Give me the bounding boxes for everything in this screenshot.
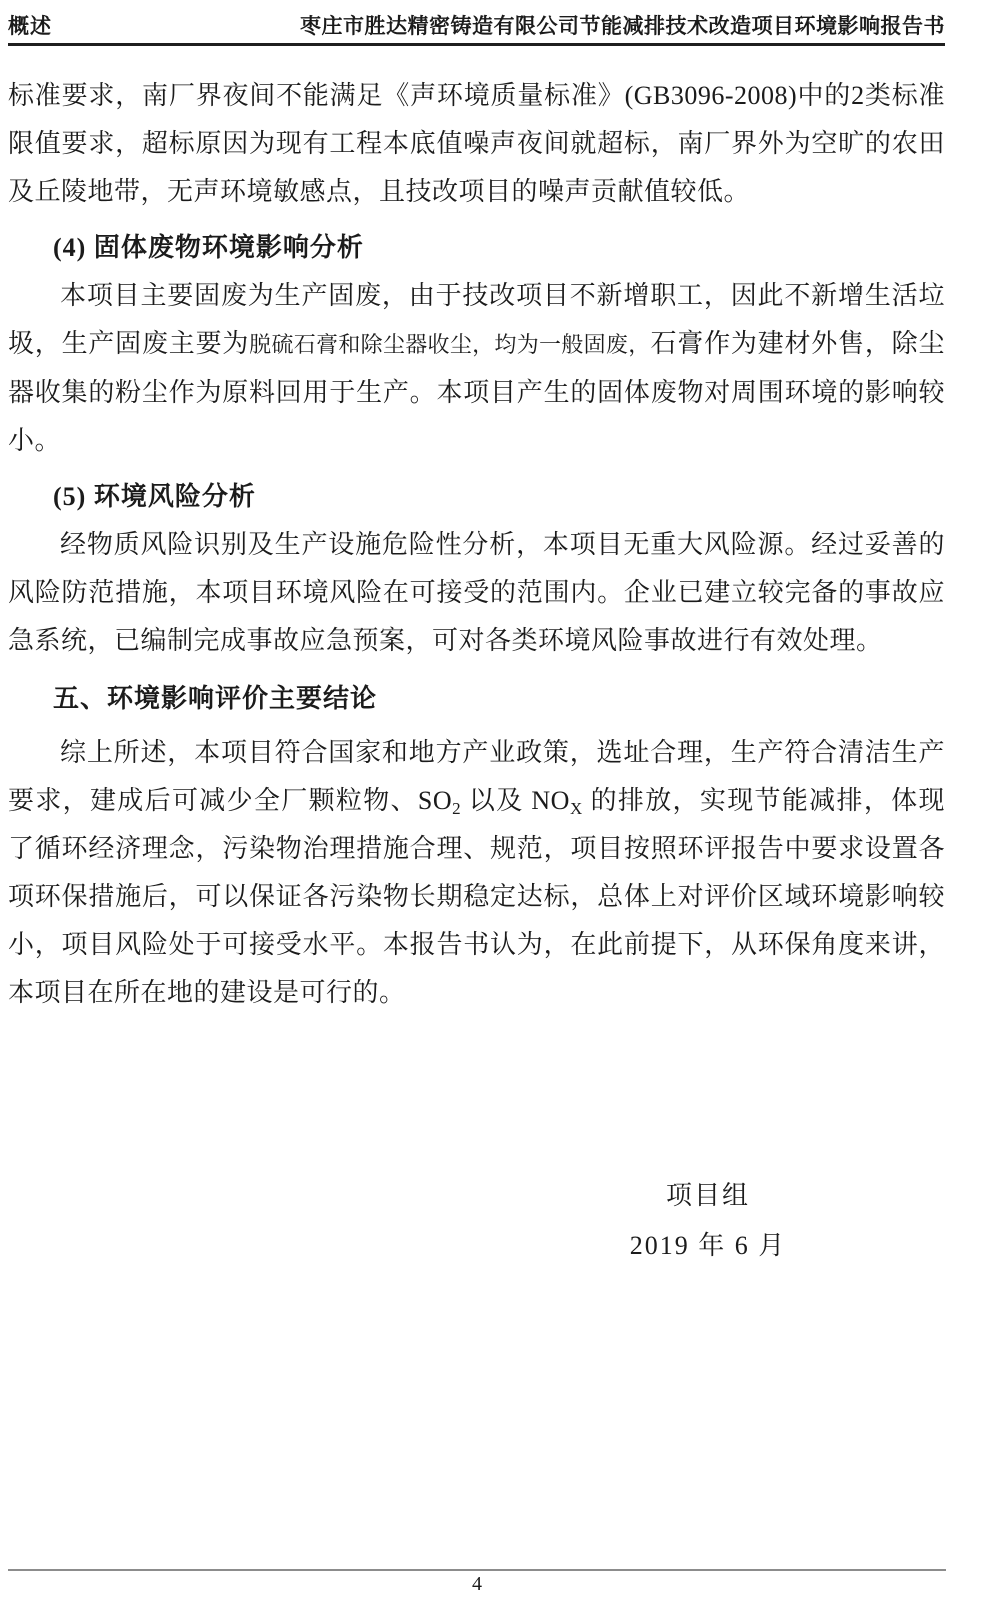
header-section-label: 概述 [8,15,52,38]
paragraph-risk: 经物质风险识别及生产设施危险性分析，本项目无重大风险源。经过妥善的风险防范措施，本项目环境风险在可接受的范围内。企业已建立较完备的事故应急系统，已编制完成事故应急预案，可对各类环境风险事故进行有效处理。 [8,530,945,655]
paragraph-conclusion [8,729,945,1017]
so2-subscript: 2 [452,799,462,818]
heading-solid-waste-analysis: (4) 固体废物环境影响分析 [53,233,364,262]
signature-block [528,1171,888,1271]
paragraph-solid-waste-part1: 本项目主要固废为生产固废，由于技改项目不新增职工，因此不新增生活垃圾，生产固废主要为 [8,281,945,358]
signature-date: 2019 年 6 月 [629,1231,787,1260]
page-header [8,10,945,46]
page-number: 4 [472,1573,482,1595]
signature-project-team: 项目组 [665,1181,750,1210]
paragraph-solid-waste [8,272,945,465]
paragraph-conclusion-part2: 以及 NO [461,786,570,815]
paragraph-conclusion-part1: 综上所述，本项目符合国家和地方产业政策，选址合理，生产符合清洁生产要求，建成后可减少全厂颗粒物、SO [8,738,945,815]
header-document-title: 枣庄市胜达精密铸造有限公司节能减排技术改造项目环境影响报告书 [300,15,945,38]
heading-environmental-risk-analysis: (5) 环境风险分析 [53,482,256,511]
paragraph-conclusion-part3: 的排放，实现节能减排，体现了循环经济理念，污染物治理措施合理、规范，项目按照环评报告中要求设置各项环保措施后，可以保证各污染物长期稳定达标，总体上对评价区域环境影响较小，项目风险处于可接受水平。本报告书认为，在此前提下，从环保角度来讲，本项目在所在地的建设是可行的。 [8,786,945,1007]
paragraph-noise-standard: 标准要求，南厂界夜间不能满足《声环境质量标准》(GB3096-2008)中的2类标准限值要求，超标原因为现有工程本底值噪声夜间就超标，南厂界外为空旷的农田及丘陵地带，无声环境敏感点，且技改项目的噪声贡献值较低。 [8,81,945,206]
document-body [8,72,945,1271]
nox-subscript: X [569,799,583,818]
paragraph-solid-waste-small-font-segment: 脱硫石膏和除尘器收尘，均为一般固废， [249,332,651,357]
heading-conclusion: 五、环境影响评价主要结论 [53,684,378,713]
page-footer [8,1569,946,1596]
paragraph-solid-waste-part2: 石膏作为建材外售，除尘器收集的粉尘作为原料回用于生产。本项目产生的固体废物对周围环境的影响较小。 [8,329,945,455]
